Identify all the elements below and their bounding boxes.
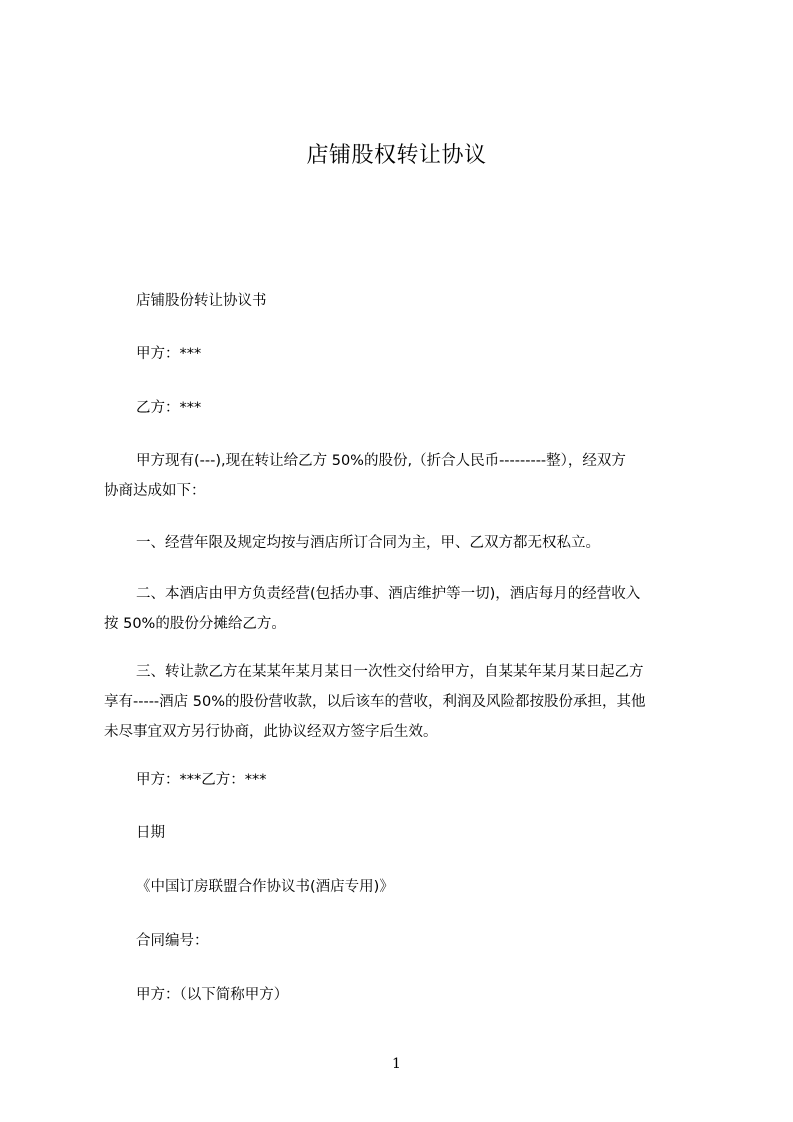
second-doc-title: 《中国订房联盟合作协议书(酒店专用)》 — [136, 879, 394, 895]
party-a-alias-line: 甲方：（以下简称甲方） — [136, 987, 289, 1003]
clause-1-paragraph — [104, 528, 700, 558]
date-paragraph — [104, 818, 700, 848]
intro-line-2: 协商达成如下： — [104, 483, 206, 499]
party-b-paragraph — [104, 393, 700, 423]
contract-number-paragraph — [104, 926, 700, 956]
signatures-paragraph — [104, 765, 700, 795]
clause-3-line-2: 享有-----酒店 50%的股份营收款，以后该车的营收，利润及风险都按股份承担，其他 — [104, 694, 646, 710]
contract-number-label: 合同编号： — [136, 933, 209, 949]
clause-3-paragraph — [104, 657, 700, 747]
clause-1-line: 一、经营年限及规定均按与酒店所订合同为主，甲、乙双方都无权私立。 — [136, 535, 600, 551]
clause-2-paragraph — [104, 579, 700, 639]
page-number: 1 — [392, 1056, 401, 1072]
signatures-line: 甲方：***乙方：*** — [136, 772, 267, 788]
second-doc-title-paragraph — [104, 872, 700, 902]
intro-paragraph — [104, 446, 700, 506]
party-b-line: 乙方：*** — [136, 400, 202, 416]
clause-2-line-1: 二、本酒店由甲方负责经营(包括办事、酒店维护等一切)，酒店每月的经营收入 — [136, 586, 641, 602]
party-a-paragraph — [104, 339, 700, 369]
intro-line-1: 甲方现有(---),现在转让给乙方 50%的股份,（折合人民币---------整），经双方 — [136, 453, 626, 469]
party-a-line: 甲方：*** — [136, 346, 202, 362]
clause-3-line-3: 未尽事宜双方另行协商，此协议经双方签字后生效。 — [104, 724, 438, 740]
clause-3-line-1: 三、转让款乙方在某某年某月某日一次性交付给甲方，自某某年某月某日起乙方 — [136, 664, 644, 680]
document-title: 店铺股权转让协议 — [306, 143, 487, 168]
date-label: 日期 — [136, 825, 165, 841]
clause-2-line-2: 按 50%的股份分摊给乙方。 — [104, 616, 286, 632]
heading-line-paragraph — [104, 286, 700, 316]
heading-line: 店铺股份转让协议书 — [136, 293, 267, 309]
party-a-alias-paragraph — [104, 980, 700, 1010]
